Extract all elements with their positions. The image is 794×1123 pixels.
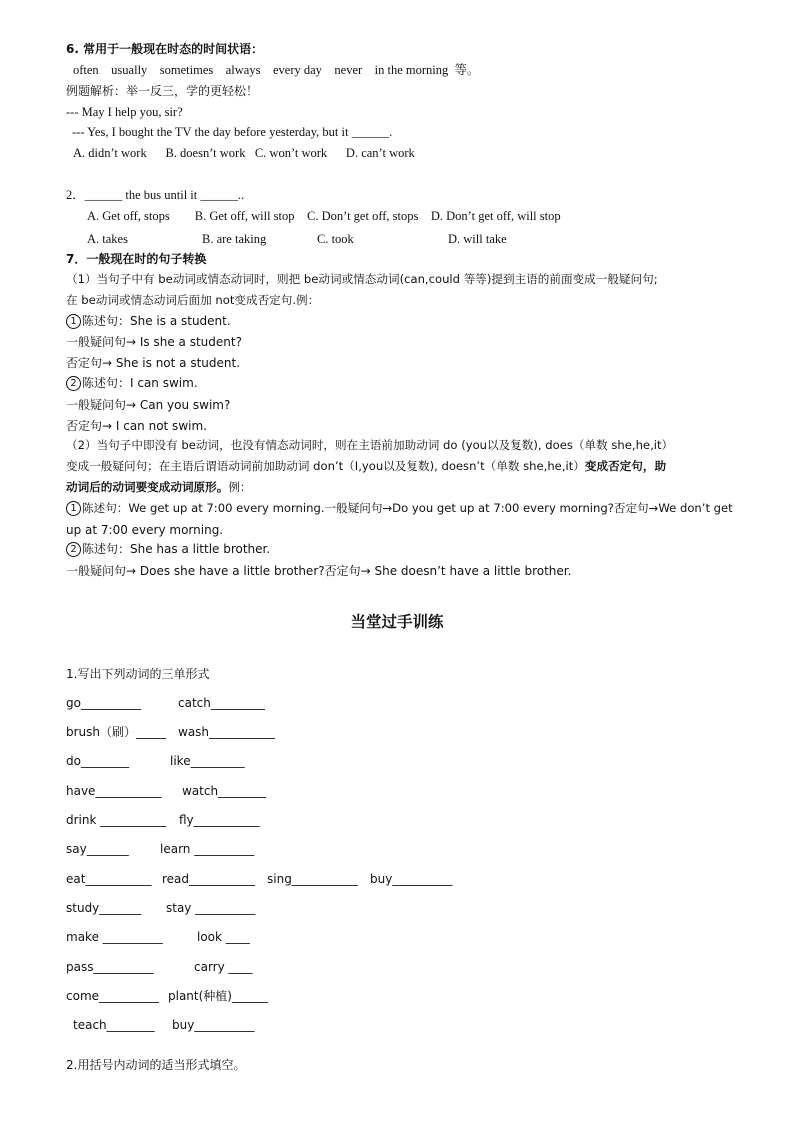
example-intro: 例题解析：举一反三，学的更轻松！ (66, 84, 259, 98)
exercise-item: study_______ (66, 901, 142, 915)
q2b-option-c: C. took (317, 232, 354, 246)
task1-heading: 1.写出下列动词的三单形式 (66, 667, 210, 681)
task2-heading: 2.用括号内动词的适当形式填空。 (66, 1058, 246, 1072)
exercise-item: pass__________ (66, 960, 154, 974)
example4-statement: 陈述句：She has a little brother. (82, 542, 271, 556)
exercise-item: buy__________ (172, 1018, 255, 1032)
rule2-line3-text: 例： (228, 480, 252, 494)
q2-stem: 2．______ the bus until it ______.. (66, 188, 245, 202)
example2-statement: 陈述句：I can swim. (82, 376, 198, 390)
example1-statement: 陈述句：She is a student. (82, 314, 231, 328)
exercise-item: sing___________ (267, 872, 358, 886)
rule2-line3-emphasis: 动词后的动词要变成动词原形。 (66, 480, 229, 494)
section7-heading: 7．一般现在时的句子转换 (66, 252, 207, 266)
rule2-line2-emphasis: 变成否定句，助 (584, 459, 667, 473)
exercise-item: teach________ (73, 1018, 155, 1032)
exercise-item: watch________ (182, 784, 267, 798)
exercise-item: carry ____ (194, 960, 253, 974)
example3-line2: up at 7:00 every morning. (66, 523, 224, 537)
exercise-item: catch_________ (178, 696, 265, 710)
exercise-item: drink ___________ (66, 813, 167, 827)
rule2-line2 (66, 457, 666, 475)
example3-text: 陈述句：We get up at 7:00 every morning.一般疑问句→Do you get up at 7:00 every morning?否定句→We don’t get (82, 501, 733, 515)
rule1-line2: 在 be动词或情态动词后面加 not变成否定句.例： (66, 293, 320, 307)
exercise-item: say_______ (66, 842, 129, 856)
exercise-item: stay __________ (166, 901, 256, 915)
circled-number-1: 1 (66, 501, 81, 516)
example3-line1 (66, 499, 733, 517)
section6-heading: 6. 常用于一般现在时态的时间状语： (66, 42, 264, 56)
q2b-option-b: B. are taking (202, 232, 267, 246)
exercise-item: do________ (66, 754, 129, 768)
exercise-item: look ____ (197, 930, 250, 944)
circled-number-2: 2 (66, 542, 81, 557)
circled-number-1: 1 (66, 314, 81, 329)
example1-question: 一般疑问句→ Is she a student? (66, 335, 242, 349)
example2-negative: 否定句→ I can not swim. (66, 419, 207, 433)
exercise-item: make __________ (66, 930, 163, 944)
exercise-item: fly___________ (179, 813, 260, 827)
circled-number-2: 2 (66, 376, 81, 391)
q2b-option-a: A. takes (87, 232, 128, 246)
example2-statement-line (66, 374, 198, 392)
example4-statement-line (66, 540, 270, 558)
exercise-item: plant(种植)______ (168, 989, 268, 1003)
time-adverbs-line: often usually sometimes always every day never in the morning 等。 (73, 63, 480, 77)
rule1-line1: （1）当句子中有 be动词或情态动词时，则把 be动词或情态动词(can,could 等等)提到主语的前面变成一般疑问句; (66, 272, 658, 286)
exercise-item: learn __________ (160, 842, 255, 856)
q1-dialogue-line1: --- May I help you, sir? (66, 105, 183, 119)
exercise-item: go__________ (66, 696, 141, 710)
q2-options: A. Get off, stops B. Get off, will stop C. Don’t get off, stops D. Don’t get off, will stop (87, 209, 561, 223)
exercise-item: come__________ (66, 989, 160, 1003)
exercise-item: buy__________ (370, 872, 453, 886)
exercise-item: like_________ (170, 754, 245, 768)
q1-dialogue-line2: --- Yes, I bought the TV the day before yesterday, but it ______. (72, 125, 393, 139)
exercise-item: eat___________ (66, 872, 152, 886)
example4-line2: 一般疑问句→ Does she have a little brother?否定句→ She doesn’t have a little brother. (66, 564, 572, 578)
q1-options: A. didn’t work B. doesn’t work C. won’t work D. can’t work (73, 146, 415, 160)
practice-title: 当堂过手训练 (350, 613, 444, 631)
exercise-item: wash___________ (178, 725, 276, 739)
exercise-item: brush（刷）_____ (66, 725, 167, 739)
exercise-item: read___________ (162, 872, 256, 886)
rule2-line3 (66, 478, 252, 496)
exercise-item: have___________ (66, 784, 162, 798)
rule2-line1: （2）当句子中即没有 be动词，也没有情态动词时，则在主语前加助动词 do (you以及复数), does（单数 she,he,it） (66, 438, 674, 452)
example1-statement-line (66, 312, 231, 330)
example1-negative: 否定句→ She is not a student. (66, 356, 241, 370)
q2b-option-d: D. will take (448, 232, 507, 246)
example2-question: 一般疑问句→ Can you swim? (66, 398, 231, 412)
rule2-line2-text: 变成一般疑问句；在主语后谓语动词前加助动词 don’t（I,you以及复数), doesn’t（单数 she,he,it） (66, 459, 585, 473)
